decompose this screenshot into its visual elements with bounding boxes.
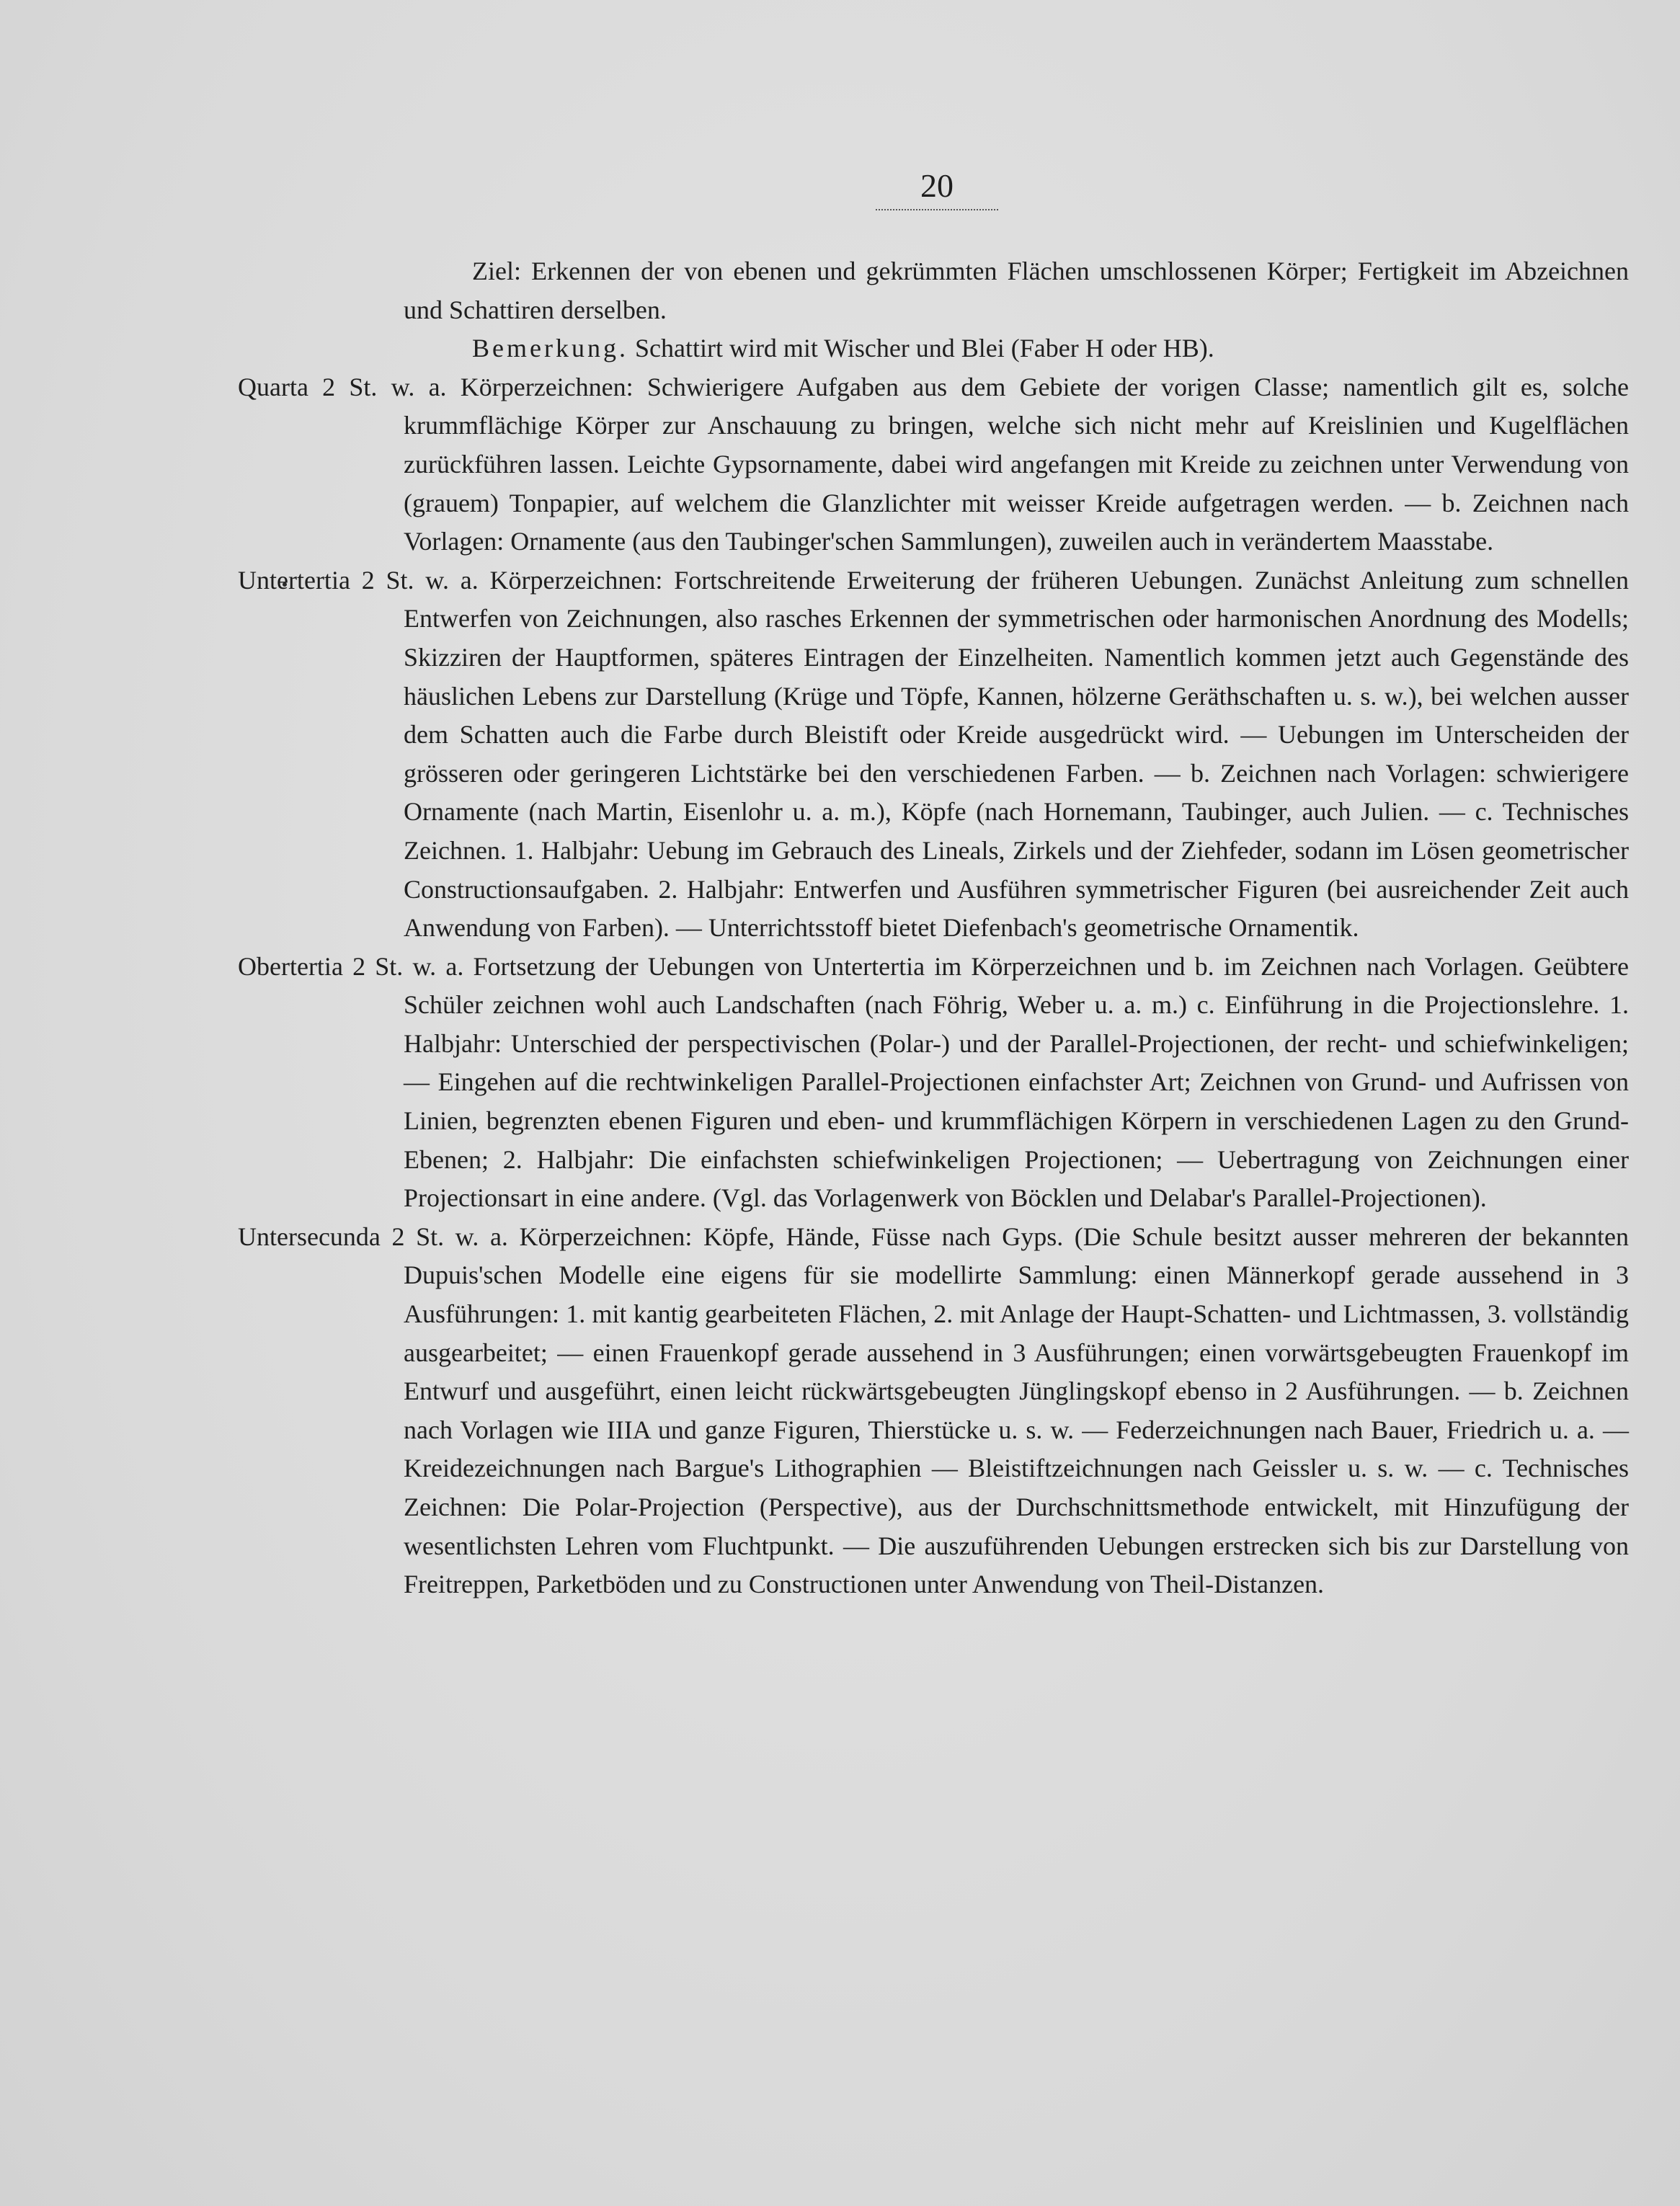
goal-label: Ziel: bbox=[472, 257, 521, 285]
page-number-ornament bbox=[876, 209, 998, 213]
section-text: a. Körperzeichnen: Köpfe, Hände, Füsse nach Gyps. (Die Schule besitzt ausser mehreren der bekannten Dupuis'schen Modelle eine eigens für sie modellirte Sammlung: einen Männerkopf gerade aussehend in 3 Ausführungen: 1. mit kantig gearbeiteten Flächen, 2. mit Anlage der Haupt-Schatten- und Lichtmassen, 3. vollständig ausgearbeitet; — einen Frauenkopf gerade aussehend in 3 Ausführungen; einen vorwärtsgebeugten Frauenkopf im Entwurf und ausgeführt, einen leicht rückwärtsgebeugten Jünglingskopf ebenso in 2 Ausführungen. — b. Zeichnen nach Vorlagen wie IIIA und ganze Figuren, Thierstücke u. s. w. — Federzeichnungen nach Bauer, Friedrich u. a. — Kreidezeichnungen nach Bargue's Lithographien — Bleistiftzeichnungen nach Geissler u. s. w. — c. Technisches Zeichnen: Die Polar-Projection (Perspective), aus der Durchschnittsmethode entwickelt, mit Hinzufügung der wesentlichsten Lehren vom Fluchtpunkt. — Die auszuführenden Uebungen erstrecken sich bis zur Darstellung von Freitreppen, Parketböden und zu Constructionen unter Anwendung von Theil-Distanzen. bbox=[404, 1222, 1629, 1599]
remark-paragraph bbox=[238, 329, 1629, 368]
body-text bbox=[238, 252, 1629, 1604]
section-untertertia bbox=[238, 561, 1629, 948]
section-label: Obertertia 2 St. w. bbox=[238, 951, 437, 981]
section-untersecunda bbox=[238, 1218, 1629, 1604]
section-label: Untersecunda 2 St. w. bbox=[238, 1222, 479, 1251]
remark-text: Schattirt wird mit Wischer und Blei (Faber H oder HB). bbox=[634, 334, 1214, 363]
section-obertertia bbox=[238, 948, 1629, 1218]
goal-text: Erkennen der von ebenen und gekrümmten Flächen umschlossenen Körper; Fertigkeit im Abzeichnen und Schattiren derselben. bbox=[404, 257, 1630, 324]
remark-label: Bemerkung. bbox=[472, 334, 628, 363]
page-number: 20 bbox=[920, 167, 954, 204]
section-label: Quarta 2 St. w. bbox=[238, 372, 415, 401]
section-label: Untertertia 2 St. w. bbox=[238, 565, 449, 595]
section-quarta bbox=[238, 368, 1629, 561]
section-text: a. Körperzeichnen: Schwierigere Aufgaben aus dem Gebiete der vorigen Classe; namentlich gilt es, solche krummflächige Körper zur Anschauung zu bringen, welche sich nicht mehr auf Kreislinien und Kugelflächen zurückführen lassen. Leichte Gypsornamente, dabei wird angefangen mit Kreide zu zeichnen unter Verwendung von (grauem) Tonpapier, auf welchem die Glanzlichter mit weisser Kreide aufgetragen werden. — b. Zeichnen nach Vorlagen: Ornamente (aus den Taubinger'schen Sammlungen), zuweilen auch in verändertem Maasstabe. bbox=[404, 372, 1629, 556]
section-text: a. Körperzeichnen: Fortschreitende Erweiterung der früheren Uebungen. Zunächst Anleitung zum schnellen Entwerfen von Zeichnungen, also rasches Erkennen der symmetrischen oder harmonischen Anordnung des Modells; Skizziren der Hauptformen, späteres Eintragen der Einzelheiten. Namentlich kommen jetzt auch Gegenstände des häuslichen Lebens zur Darstellung (Krüge und Töpfe, Kannen, hölzerne Geräthschaften u. s. w.), bei welchen ausser dem Schatten auch die Farbe durch Bleistift oder Kreide ausgedrückt wird. — Uebungen im Unterscheiden der grösseren oder geringeren Lichtstärke bei den verschiedenen Farben. — b. Zeichnen nach Vorlagen: schwierigere Ornamente (nach Martin, Eisenlohr u. a. m.), Köpfe (nach Hornemann, Taubinger, auch Julien. — c. Technisches Zeichnen. 1. Halbjahr: Uebung im Gebrauch des Lineals, Zirkels und der Ziehfeder, sodann im Lösen geometrischer Constructionsaufgaben. 2. Halbjahr: Entwerfen und Ausführen symmetrischer Figuren (bei ausreichender Zeit auch Anwendung von Farben). — Unterrichtsstoff bietet Diefenbach's geometrische Ornamentik. bbox=[404, 565, 1630, 943]
section-text: a. Fortsetzung der Uebungen von Untertertia im Körperzeichnen und b. im Zeichnen nach Vorlagen. Geübtere Schüler zeichnen wohl auch Landschaften (nach Föhrig, Weber u. a. m.) c. Einführung in die Projectionslehre. 1. Halbjahr: Unterschied der perspectivischen (Polar-) und der Parallel-Projectionen, der recht- und schiefwinkeligen; — Eingehen auf die rechtwinkeligen Parallel-Projectionen einfachster Art; Zeichnen von Grund- und Aufrissen von Linien, begrenzten ebenen Figuren und eben- und krummflächigen Körpern in verschiedenen Lagen zu den Grund-Ebenen; 2. Halbjahr: Die einfachsten schiefwinkeligen Projectionen; — Uebertragung von Zeichnungen einer Projectionsart in eine andere. (Vgl. das Vorlagenwerk von Böcklen und Delabar's Parallel-Projectionen). bbox=[404, 951, 1630, 1213]
goal-paragraph bbox=[238, 252, 1629, 329]
